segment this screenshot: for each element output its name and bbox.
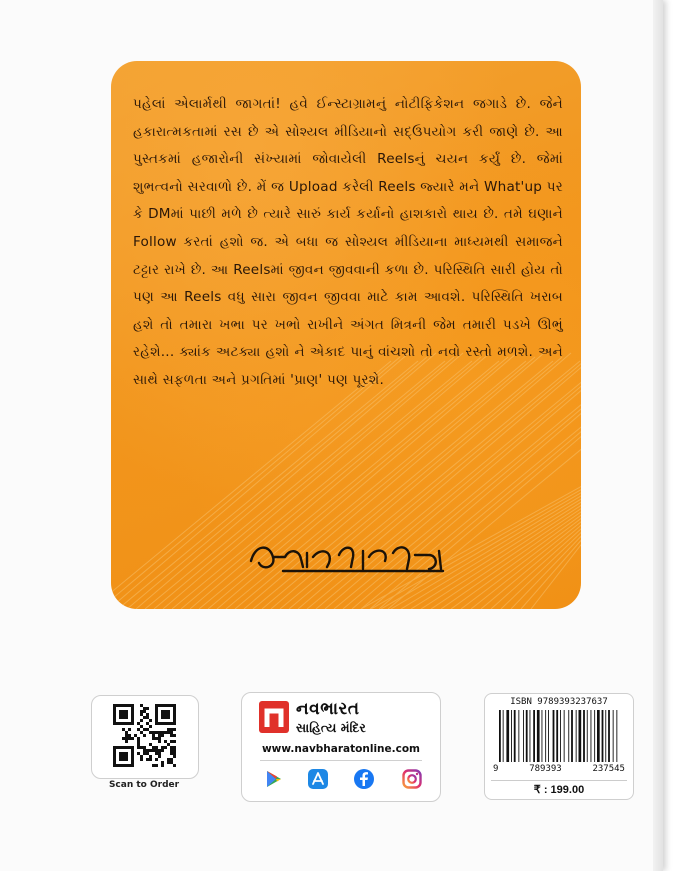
publisher-subtitle: સાહિત્ય મંદિર — [296, 720, 366, 735]
publisher-logo-icon — [259, 701, 289, 733]
author-signature — [243, 531, 463, 581]
isbn-label: ISBN 9789393237637 — [510, 697, 608, 707]
barcode — [497, 710, 621, 764]
qr-code[interactable] — [110, 704, 180, 770]
isbn-digit-group: 237545 — [592, 764, 625, 774]
blurb-text: પહેલાં એલાર્મથી જાગતાં! હવે ઈન્સ્ટાગ્રામનું નોટીફિકેશન જગાડે છે. જેને હકારાત્મકતામાં રસ છે એ સોશ્યલ મીડિયાનો સદ્ઉપયોગ કરી જાણે છે. આ પુસ્તકમાં હજારોની સંખ્યામાં જોવાયેલી Reelsનું ચયન કર્યું છે. જેમાં શુભત્વનો સરવાળો છે. મેં જ Upload કરેલી Reels જ્યારે મને What'up પર કે DMમાં પાછી મળે છે ત્યારે સારું કાર્ય કર્યાનો હાશકારો થાય છે. તમે ઘણાને Follow કરતાં હશો જ. એ બધા જ સોશ્યલ મીડિયાના માધ્યમથી સમાજને ટટ્ટાર રાખે છે. આ Reelsમાં જીવન જીવવાની કળા છે. પરિસ્થિતિ સારી હોય તો પણ આ Reels વધુ સારા જીવન જીવવા માટે કામ આવશે. પરિસ્થિતિ ખરાબ હશે તો તમારા ખભા પર ખભો રાખીને અંગત મિત્રની જેમ તમારી પડખે ઊભું રહેશે... ક્યાંક અટક્યા હશો ને એકાદ પાનું વાંચશો તો નવો રસ્તો મળશે. અને સાથે સફળતા અને પ્રગતિમાં 'પ્રાણ' પણ પૂરશે. — [133, 96, 563, 388]
google-play-icon[interactable] — [264, 769, 284, 789]
facebook-icon[interactable] — [354, 769, 374, 789]
isbn-box — [484, 693, 634, 800]
price-label: ₹ : 199.00 — [491, 780, 627, 796]
divider — [260, 760, 422, 761]
publisher-box — [241, 692, 441, 802]
isbn-digit-group: 789393 — [529, 764, 562, 774]
app-store-icon[interactable] — [308, 769, 328, 789]
instagram-icon[interactable] — [402, 769, 422, 789]
qr-label: Scan to Order — [108, 780, 180, 790]
qr-code-box[interactable] — [91, 695, 199, 779]
publisher-name: નવભારત — [296, 699, 360, 719]
blurb-panel — [111, 61, 581, 609]
isbn-digits — [493, 764, 625, 774]
isbn-digit-group: 9 — [493, 764, 499, 774]
publisher-url[interactable]: www.navbharatonline.com — [261, 743, 421, 755]
